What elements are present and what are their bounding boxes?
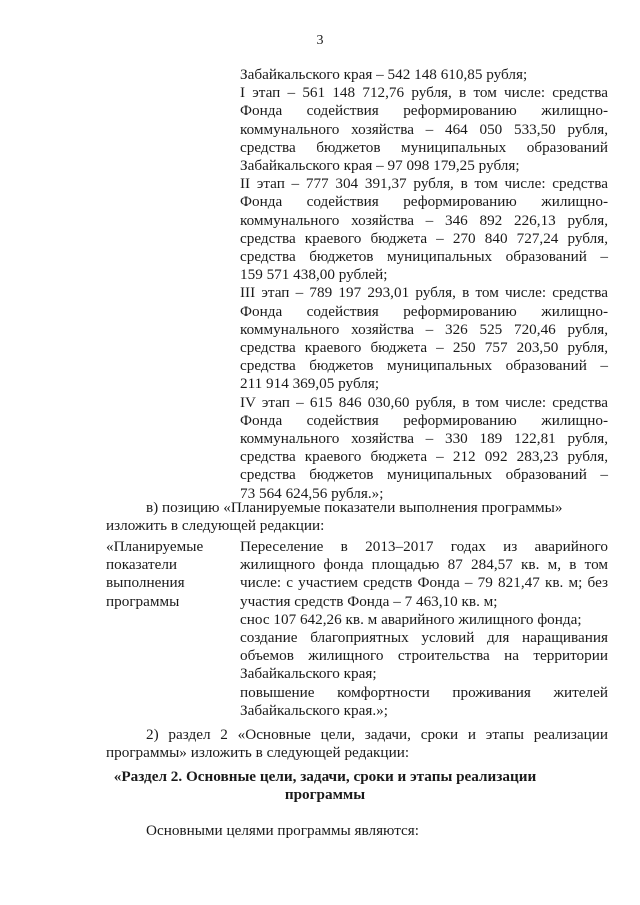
paragraph-2	[106, 726, 608, 762]
funding-line: Забайкальского края – 97 098 179,25 рубля;	[240, 157, 520, 175]
funding-line: коммунального хозяйства – 330 189 122,81 рубля,	[240, 430, 608, 448]
indicators-label-line: выполнения	[106, 574, 185, 592]
paragraph-2-line: 2) раздел 2 «Основные цели, задачи, сроки и этапы реализации	[146, 726, 608, 743]
funding-line: Фонда содействия реформированию жилищно-	[240, 102, 608, 120]
funding-line: II этап – 777 304 391,37 рубля, в том числе: средства	[240, 175, 608, 193]
funding-line: коммунального хозяйства – 326 525 720,46 рубля,	[240, 320, 608, 338]
indicator-line: объемов жилищного строительства на территории	[240, 647, 608, 665]
funding-line: Забайкальского края – 542 148 610,85 рубля;	[240, 66, 528, 83]
indicator-line: Забайкальского края.»;	[240, 701, 388, 719]
funding-line: 73 564 624,56 рубля.»;	[240, 484, 384, 502]
section-heading	[110, 768, 540, 804]
goals-intro-line: Основными целями программы являются:	[146, 822, 419, 839]
funding-line: III этап – 789 197 293,01 рубля, в том числе: средства	[240, 284, 608, 302]
funding-line: средства бюджетов муниципальных образований –	[240, 357, 608, 375]
funding-line: средства бюджетов муниципальных образований –	[240, 248, 608, 266]
page-number: 3	[316, 33, 324, 48]
indicators-label-line: «Планируемые	[106, 538, 204, 555]
funding-line: средства краевого бюджета – 270 840 727,24 рубля,	[240, 229, 608, 247]
funding-line: Фонда содействия реформированию жилищно-	[240, 411, 608, 429]
indicator-line: Забайкальского края;	[240, 665, 377, 683]
indicator-line: числе: с участием средств Фонда – 79 821,47 кв. м; без	[240, 574, 608, 592]
funding-line: средства краевого бюджета – 212 092 283,23 рубля,	[240, 448, 608, 466]
funding-line: Фонда содействия реформированию жилищно-	[240, 193, 608, 211]
funding-line: 211 914 369,05 рубля;	[240, 375, 380, 393]
indicators-label	[106, 538, 231, 611]
funding-line: Фонда содействия реформированию жилищно-	[240, 302, 608, 320]
paragraph-v-line: изложить в следующей редакции:	[106, 517, 325, 535]
funding-line: коммунального хозяйства – 464 050 533,50 рубля,	[240, 120, 608, 138]
funding-line: коммунального хозяйства – 346 892 226,13 рубля,	[240, 211, 608, 229]
section-heading-line: «Раздел 2. Основные цели, задачи, сроки и этапы реализации	[113, 768, 537, 785]
paragraph-v	[106, 499, 608, 535]
indicators-label-line: программы	[106, 592, 180, 610]
goals-intro	[146, 822, 608, 840]
indicator-line: снос 107 642,26 кв. м аварийного жилищного фонда;	[240, 610, 582, 628]
funding-line: I этап – 561 148 712,76 рубля, в том числе: средства	[240, 84, 608, 102]
funding-line: средства краевого бюджета – 250 757 203,50 рубля,	[240, 339, 608, 357]
funding-line: средства бюджетов муниципальных образований –	[240, 466, 608, 484]
indicators-label-line: показатели	[106, 556, 178, 574]
indicator-line: создание благоприятных условий для наращивания	[240, 629, 608, 647]
indicator-line: повышение комфортности проживания жителей	[240, 683, 608, 701]
paragraph-v-line: в) позицию «Планируемые показатели выполнения программы»	[146, 499, 563, 516]
funding-line: 159 571 438,00 рублей;	[240, 266, 388, 284]
section-heading-line: программы	[284, 786, 366, 804]
indicator-line: Переселение в 2013–2017 годах из аварийного	[240, 538, 608, 555]
paragraph-2-line: программы» изложить в следующей редакции:	[106, 744, 410, 762]
indicator-line: участия средств Фонда – 7 463,10 кв. м;	[240, 592, 498, 610]
indicator-line: жилищного фонда площадью 87 284,57 кв. м, в том	[240, 556, 608, 574]
indicators-block	[240, 538, 608, 720]
funding-block	[240, 66, 608, 503]
funding-line: средства бюджетов муниципальных образований	[240, 138, 608, 156]
funding-line: IV этап – 615 846 030,60 рубля, в том числе: средства	[240, 393, 608, 411]
